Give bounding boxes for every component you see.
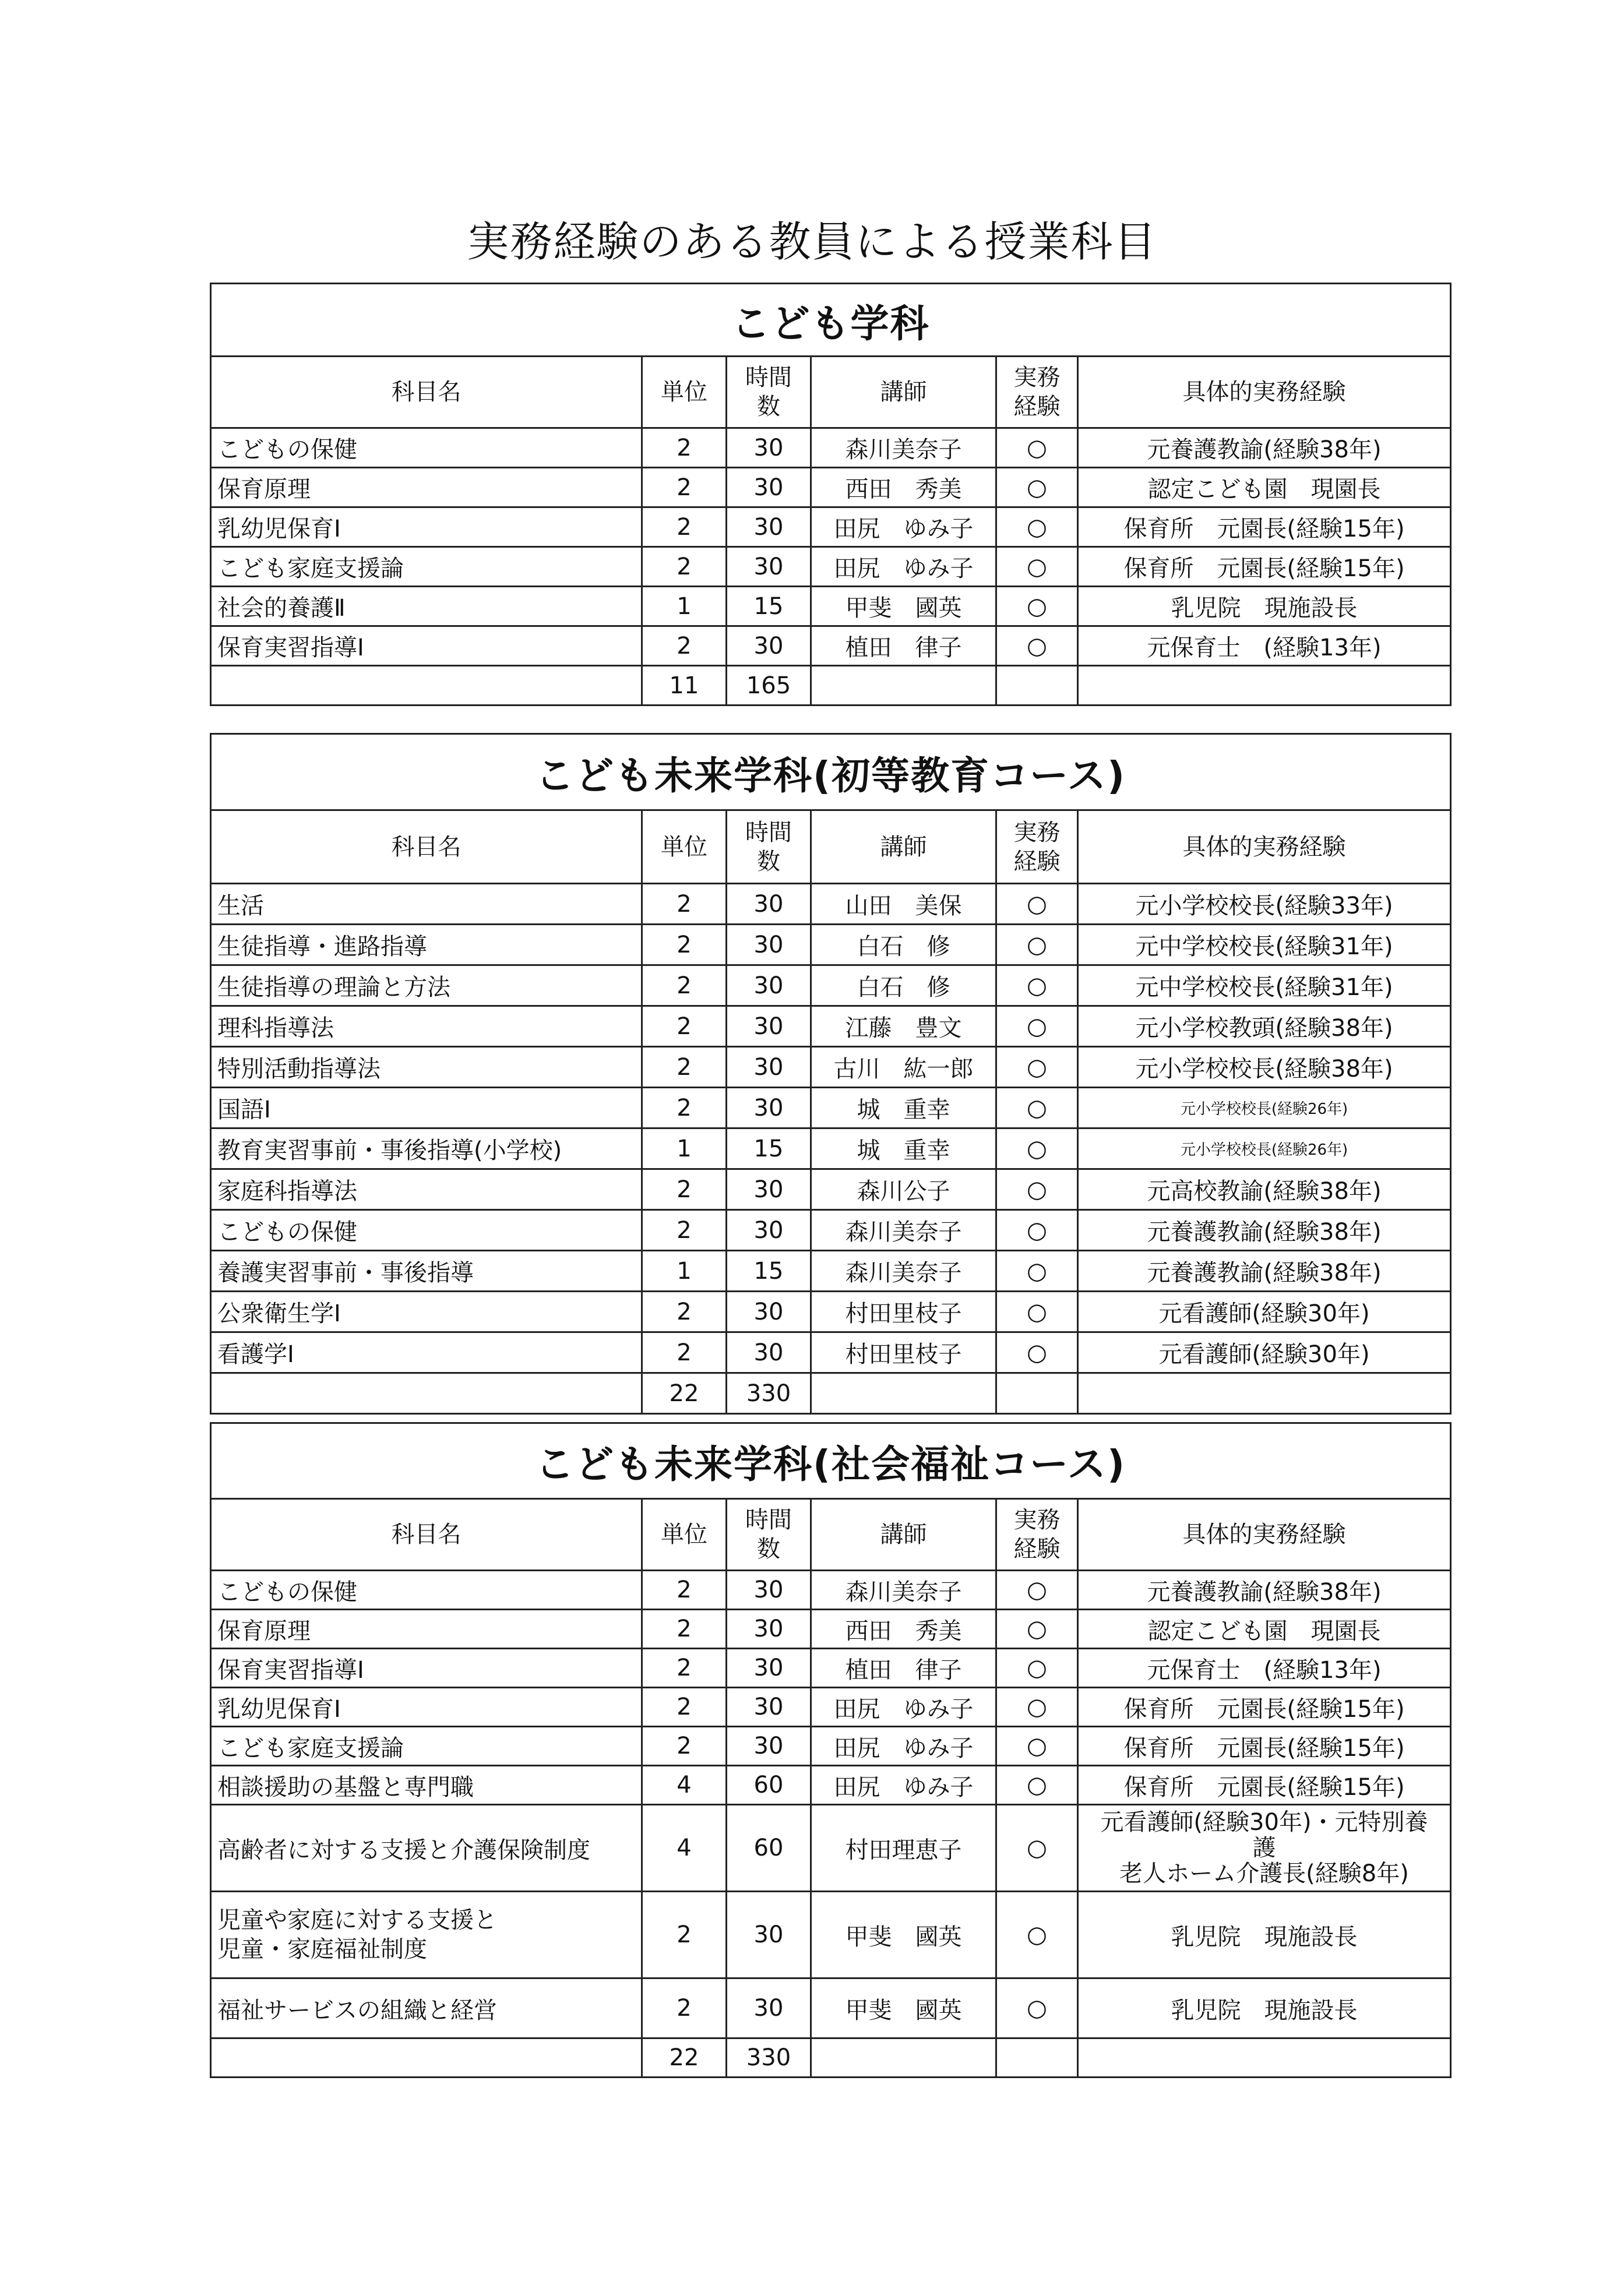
header-hours: 時間 数: [727, 1499, 811, 1571]
detail-cell: 元中学校校長(経験31年): [1078, 965, 1451, 1006]
detail-cell: 保育所 元園長(経験15年): [1078, 1688, 1451, 1727]
hours-cell: 30: [727, 507, 811, 547]
detail-cell: 認定こども園 現園長: [1078, 1610, 1451, 1649]
header-experience: 実務 経験: [996, 1499, 1078, 1571]
hours-cell: 30: [727, 547, 811, 587]
subject-cell: 相談援助の基盤と専門職: [211, 1766, 642, 1805]
credits-cell: 2: [642, 626, 727, 666]
experience-mark: ○: [996, 1128, 1078, 1169]
lecturer-cell: 村田理恵子: [811, 1805, 996, 1892]
credits-cell: 2: [642, 1688, 727, 1727]
experience-mark: ○: [996, 468, 1078, 507]
lecturer-cell: 田尻 ゆみ子: [811, 1688, 996, 1727]
detail-cell: 認定こども園 現園長: [1078, 468, 1451, 507]
section-title: こども未来学科(初等教育コース): [211, 734, 1451, 810]
subject-cell: 生徒指導・進路指導: [211, 925, 642, 965]
subject-cell: 福祉サービスの組織と経営: [211, 1978, 642, 2038]
hours-cell: 15: [727, 1251, 811, 1292]
table-row: [211, 925, 1451, 965]
table-row: [211, 1688, 1451, 1727]
lecturer-cell: 山田 美保: [811, 884, 996, 925]
experience-mark: ○: [996, 1610, 1078, 1649]
detail-cell: 元高校教諭(経験38年): [1078, 1169, 1451, 1210]
lecturer-cell: 白石 修: [811, 925, 996, 965]
hours-cell: 30: [727, 1210, 811, 1251]
hours-cell: 30: [727, 1047, 811, 1088]
experience-mark: ○: [996, 1332, 1078, 1373]
header-experience: 実務 経験: [996, 810, 1078, 884]
experience-mark: ○: [996, 1805, 1078, 1892]
lecturer-cell: 植田 律子: [811, 1649, 996, 1688]
table-row: [211, 1169, 1451, 1210]
hours-cell: 30: [727, 626, 811, 666]
table-row: [211, 428, 1451, 468]
table-row: [211, 1210, 1451, 1251]
hours-cell: 30: [727, 965, 811, 1006]
detail-cell: 元小学校教頭(経験38年): [1078, 1006, 1451, 1047]
hours-cell: 30: [727, 925, 811, 965]
lecturer-cell: 古川 紘一郎: [811, 1047, 996, 1088]
header-credits: 単位: [642, 357, 727, 428]
subject-cell: 生活: [211, 884, 642, 925]
lecturer-cell: 西田 秀美: [811, 468, 996, 507]
credits-cell: 2: [642, 1571, 727, 1610]
subject-cell: 教育実習事前・事後指導(小学校): [211, 1128, 642, 1169]
header-subject: 科目名: [211, 1499, 642, 1571]
experience-mark: ○: [996, 1649, 1078, 1688]
credits-cell: 2: [642, 1210, 727, 1251]
header-lecturer: 講師: [811, 1499, 996, 1571]
header-credits: 単位: [642, 810, 727, 884]
credits-cell: 4: [642, 1805, 727, 1892]
hours-cell: 15: [727, 587, 811, 626]
total-row: [211, 1373, 1451, 1414]
table-row: [211, 965, 1451, 1006]
lecturer-cell: 甲斐 國英: [811, 1978, 996, 2038]
experience-mark: ○: [996, 587, 1078, 626]
table-row: [211, 1610, 1451, 1649]
experience-mark: ○: [996, 1766, 1078, 1805]
credits-cell: 2: [642, 1088, 727, 1128]
experience-mark: ○: [996, 1571, 1078, 1610]
experience-mark: ○: [996, 428, 1078, 468]
detail-cell: 元養護教諭(経験38年): [1078, 1251, 1451, 1292]
subject-cell: 乳幼児保育Ⅰ: [211, 1688, 642, 1727]
hours-cell: 30: [727, 468, 811, 507]
subject-cell: 国語Ⅰ: [211, 1088, 642, 1128]
detail-cell: 保育所 元園長(経験15年): [1078, 547, 1451, 587]
credits-cell: 2: [642, 1047, 727, 1088]
detail-cell: 元養護教諭(経験38年): [1078, 1571, 1451, 1610]
header-subject: 科目名: [211, 357, 642, 428]
credits-cell: 2: [642, 1610, 727, 1649]
credits-cell: 2: [642, 468, 727, 507]
lecturer-cell: 森川美奈子: [811, 1571, 996, 1610]
experience-mark: ○: [996, 1727, 1078, 1766]
lecturer-cell: 西田 秀美: [811, 1610, 996, 1649]
section-title: こども未来学科(社会福祉コース): [211, 1423, 1451, 1499]
table-row: [211, 1292, 1451, 1332]
section-table-shoto: [210, 733, 1452, 1415]
detail-cell: 元看護師(経験30年)・元特別養 護 老人ホーム介護長(経験8年): [1078, 1805, 1451, 1892]
hours-cell: 30: [727, 1727, 811, 1766]
detail-cell: 乳児院 現施設長: [1078, 1892, 1451, 1978]
hours-cell: 30: [727, 1169, 811, 1210]
table-row: [211, 1727, 1451, 1766]
credits-cell: 1: [642, 1128, 727, 1169]
subject-cell: 社会的養護Ⅱ: [211, 587, 642, 626]
total-hours: 165: [727, 666, 811, 706]
table-row: [211, 1332, 1451, 1373]
header-subject: 科目名: [211, 810, 642, 884]
detail-cell: 元小学校校長(経験38年): [1078, 1047, 1451, 1088]
total-hours: 330: [727, 2038, 811, 2078]
subject-cell: 保育実習指導Ⅰ: [211, 626, 642, 666]
subject-cell: 養護実習事前・事後指導: [211, 1251, 642, 1292]
detail-cell: 元小学校校長(経験26年): [1078, 1128, 1451, 1169]
table-row: [211, 1047, 1451, 1088]
credits-cell: 1: [642, 1251, 727, 1292]
detail-cell: 元養護教諭(経験38年): [1078, 428, 1451, 468]
lecturer-cell: 甲斐 國英: [811, 587, 996, 626]
credits-cell: 2: [642, 1978, 727, 2038]
credits-cell: 2: [642, 1292, 727, 1332]
detail-cell: 元看護師(経験30年): [1078, 1332, 1451, 1373]
experience-mark: ○: [996, 965, 1078, 1006]
detail-cell: 保育所 元園長(経験15年): [1078, 1766, 1451, 1805]
total-row: [211, 666, 1451, 706]
section-table-kodomo: [210, 283, 1452, 706]
experience-mark: ○: [996, 1688, 1078, 1727]
subject-cell: 保育実習指導Ⅰ: [211, 1649, 642, 1688]
credits-cell: 2: [642, 428, 727, 468]
lecturer-cell: 村田里枝子: [811, 1332, 996, 1373]
total-credits: 11: [642, 666, 727, 706]
credits-cell: 2: [642, 1006, 727, 1047]
credits-cell: 1: [642, 587, 727, 626]
lecturer-cell: 田尻 ゆみ子: [811, 507, 996, 547]
hours-cell: 30: [727, 1649, 811, 1688]
total-hours: 330: [727, 1373, 811, 1414]
total-credits: 22: [642, 2038, 727, 2078]
header-hours: 時間 数: [727, 357, 811, 428]
header-hours: 時間 数: [727, 810, 811, 884]
table-row: [211, 507, 1451, 547]
experience-mark: ○: [996, 1088, 1078, 1128]
section-table-fukushi: [210, 1422, 1452, 2078]
detail-cell: 元小学校校長(経験33年): [1078, 884, 1451, 925]
header-detail: 具体的実務経験: [1078, 357, 1451, 428]
table-row: [211, 884, 1451, 925]
hours-cell: 15: [727, 1128, 811, 1169]
lecturer-cell: 森川美奈子: [811, 1251, 996, 1292]
subject-cell: 家庭科指導法: [211, 1169, 642, 1210]
subject-cell: 理科指導法: [211, 1006, 642, 1047]
experience-mark: ○: [996, 884, 1078, 925]
credits-cell: 4: [642, 1766, 727, 1805]
total-credits: 22: [642, 1373, 727, 1414]
detail-cell: 乳児院 現施設長: [1078, 1978, 1451, 2038]
lecturer-cell: 森川公子: [811, 1169, 996, 1210]
header-lecturer: 講師: [811, 810, 996, 884]
detail-cell: 元保育士 (経験13年): [1078, 1649, 1451, 1688]
lecturer-cell: 甲斐 國英: [811, 1892, 996, 1978]
header-lecturer: 講師: [811, 357, 996, 428]
lecturer-cell: 城 重幸: [811, 1128, 996, 1169]
experience-mark: ○: [996, 507, 1078, 547]
hours-cell: 30: [727, 1978, 811, 2038]
experience-mark: ○: [996, 1210, 1078, 1251]
subject-cell: こども家庭支援論: [211, 547, 642, 587]
subject-cell: 保育原理: [211, 468, 642, 507]
hours-cell: 30: [727, 1292, 811, 1332]
detail-cell: 元小学校校長(経験26年): [1078, 1088, 1451, 1128]
hours-cell: 30: [727, 1610, 811, 1649]
table-row: [211, 1766, 1451, 1805]
credits-cell: 2: [642, 884, 727, 925]
credits-cell: 2: [642, 1332, 727, 1373]
experience-mark: ○: [996, 1892, 1078, 1978]
subject-cell: こどもの保健: [211, 1210, 642, 1251]
table-row: [211, 547, 1451, 587]
hours-cell: 30: [727, 884, 811, 925]
detail-cell: 元中学校校長(経験31年): [1078, 925, 1451, 965]
table-row: [211, 1892, 1451, 1978]
header-credits: 単位: [642, 1499, 727, 1571]
detail-cell: 元保育士 (経験13年): [1078, 626, 1451, 666]
lecturer-cell: 村田里枝子: [811, 1292, 996, 1332]
lecturer-cell: 白石 修: [811, 965, 996, 1006]
hours-cell: 30: [727, 428, 811, 468]
experience-mark: ○: [996, 1978, 1078, 2038]
lecturer-cell: 植田 律子: [811, 626, 996, 666]
table-row: [211, 1088, 1451, 1128]
lecturer-cell: 森川美奈子: [811, 1210, 996, 1251]
credits-cell: 2: [642, 1727, 727, 1766]
credits-cell: 2: [642, 1169, 727, 1210]
experience-mark: ○: [996, 925, 1078, 965]
subject-cell: 児童や家庭に対する支援と 児童・家庭福祉制度: [211, 1892, 642, 1978]
table-row: [211, 1251, 1451, 1292]
lecturer-cell: 森川美奈子: [811, 428, 996, 468]
lecturer-cell: 田尻 ゆみ子: [811, 1727, 996, 1766]
subject-cell: こどもの保健: [211, 428, 642, 468]
table-row: [211, 1978, 1451, 2038]
experience-mark: ○: [996, 1292, 1078, 1332]
subject-cell: 高齢者に対する支援と介護保険制度: [211, 1805, 642, 1892]
experience-mark: ○: [996, 547, 1078, 587]
table-row: [211, 1571, 1451, 1610]
table-row: [211, 1006, 1451, 1047]
experience-mark: ○: [996, 1006, 1078, 1047]
credits-cell: 2: [642, 547, 727, 587]
table-row: [211, 1649, 1451, 1688]
credits-cell: 2: [642, 507, 727, 547]
hours-cell: 30: [727, 1571, 811, 1610]
header-detail: 具体的実務経験: [1078, 810, 1451, 884]
table-row: [211, 1128, 1451, 1169]
hours-cell: 30: [727, 1088, 811, 1128]
detail-cell: 保育所 元園長(経験15年): [1078, 1727, 1451, 1766]
credits-cell: 2: [642, 1892, 727, 1978]
table-row: [211, 626, 1451, 666]
detail-cell: 保育所 元園長(経験15年): [1078, 507, 1451, 547]
hours-cell: 60: [727, 1805, 811, 1892]
hours-cell: 30: [727, 1688, 811, 1727]
credits-cell: 2: [642, 925, 727, 965]
lecturer-cell: 江藤 豊文: [811, 1006, 996, 1047]
hours-cell: 30: [727, 1332, 811, 1373]
subject-cell: 特別活動指導法: [211, 1047, 642, 1088]
subject-cell: 公衆衛生学Ⅰ: [211, 1292, 642, 1332]
lecturer-cell: 田尻 ゆみ子: [811, 1766, 996, 1805]
subject-cell: こども家庭支援論: [211, 1727, 642, 1766]
subject-cell: 保育原理: [211, 1610, 642, 1649]
detail-cell: 元養護教諭(経験38年): [1078, 1210, 1451, 1251]
experience-mark: ○: [996, 626, 1078, 666]
header-detail: 具体的実務経験: [1078, 1499, 1451, 1571]
table-row: [211, 468, 1451, 507]
experience-mark: ○: [996, 1169, 1078, 1210]
credits-cell: 2: [642, 965, 727, 1006]
subject-cell: 生徒指導の理論と方法: [211, 965, 642, 1006]
experience-mark: ○: [996, 1251, 1078, 1292]
total-row: [211, 2038, 1451, 2078]
detail-cell: 乳児院 現施設長: [1078, 587, 1451, 626]
table-row: [211, 1805, 1451, 1892]
subject-cell: 看護学Ⅰ: [211, 1332, 642, 1373]
subject-cell: こどもの保健: [211, 1571, 642, 1610]
credits-cell: 2: [642, 1649, 727, 1688]
subject-cell: 乳幼児保育Ⅰ: [211, 507, 642, 547]
section-title: こども学科: [211, 284, 1451, 357]
lecturer-cell: 城 重幸: [811, 1088, 996, 1128]
table-row: [211, 587, 1451, 626]
hours-cell: 60: [727, 1766, 811, 1805]
lecturer-cell: 田尻 ゆみ子: [811, 547, 996, 587]
hours-cell: 30: [727, 1006, 811, 1047]
header-experience: 実務 経験: [996, 357, 1078, 428]
experience-mark: ○: [996, 1047, 1078, 1088]
page-title: 実務経験のある教員による授業科目: [467, 217, 1157, 266]
detail-cell: 元看護師(経験30年): [1078, 1292, 1451, 1332]
hours-cell: 30: [727, 1892, 811, 1978]
